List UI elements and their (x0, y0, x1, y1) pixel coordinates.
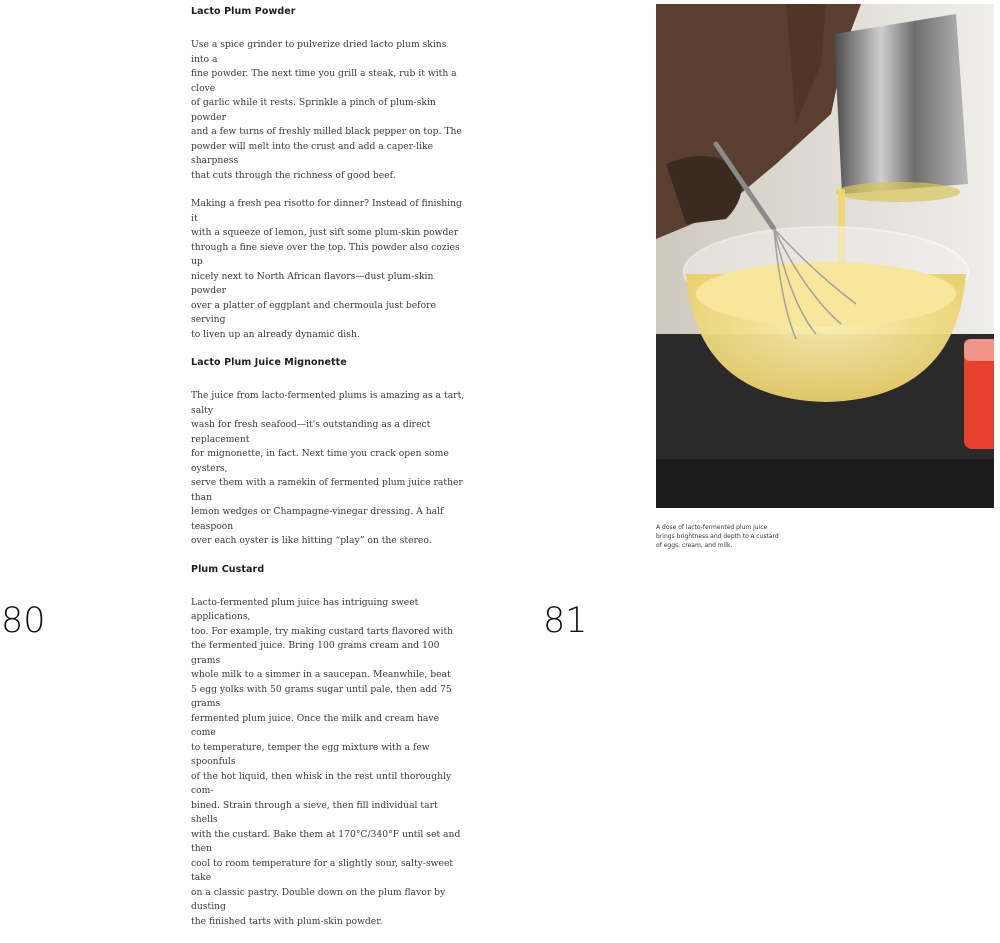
photo-whisking-custard (656, 4, 994, 508)
paragraph: Lacto-fermented plum juice has intriguing sweet applications, too. For example, try making custard tarts flavored with the fermented juice. Bring 100 grams cream and 100 grams whole milk to a simmer in a saucepan. Meanwhile, beat 5 egg yolks with 50 grams sugar until pale, then add 75 grams fermented plum juice. Once the milk and cream have come to temperature, temper the egg mixture with a few spoonfuls of the hot liquid, then whisk in the rest until thoroughly com- bined. Strain through a sieve, then fill individual tart shells with the custard. Bake them at 170°C/340°F until set and then cool to room temperature for a slightly sour, salty-sweet take on a classic pastry. Double down on the plum flavor by dusting the finished tarts with plum-skin powder. (191, 596, 461, 927)
photo-illustration (656, 4, 994, 508)
paragraph: The juice from lacto-fermented plums is amazing as a tart, salty wash for fresh seafood—it's outstanding as a direct replacement for mignonette, in fact. Next time you crack open some oysters, serve them with a ramekin of fermented plum juice rather than lemon wedges or Champagne-vinegar dressing. A half teaspoon over each oyster is like hitting “play” on the stereo. (191, 390, 465, 546)
left-page (0, 0, 500, 927)
paragraph: Use a spice grinder to pulverize dried lacto plum skins into a fine powder. The next time you grill a steak, rub it with a clove of garlic while it rests. Sprinkle a pinch of plum-skin powder and a few turns of freshly milled black pepper on top. The powder will melt into the crust and add a caper-like sharpness that cuts through the richness of good beef. (191, 39, 462, 181)
heading-lacto-plum-powder: Lacto Plum Powder (191, 6, 296, 17)
heading-plum-custard: Plum Custard (191, 563, 265, 575)
page-number-right: 81 (543, 601, 588, 641)
heading-lacto-plum-juice-mignonette: Lacto Plum Juice Mignonette (191, 357, 347, 368)
photo-caption: A dose of lacto-fermented plum juice brings brightness and depth to a custard of eggs, cream, and milk. (656, 524, 779, 549)
text-column (191, 5, 466, 943)
right-page (500, 0, 1000, 641)
paragraph: Making a fresh pea risotto for dinner? Instead of finishing it with a squeeze of lemon, just sift some plum-skin powder through a fine sieve over the top. This powder also cozies up nicely next to North African flavors—dust plum-skin powder over a platter of eggplant and chermoula just before serving to liven up an already dynamic dish. (191, 198, 462, 340)
page-number-left: 80 (1, 601, 46, 641)
